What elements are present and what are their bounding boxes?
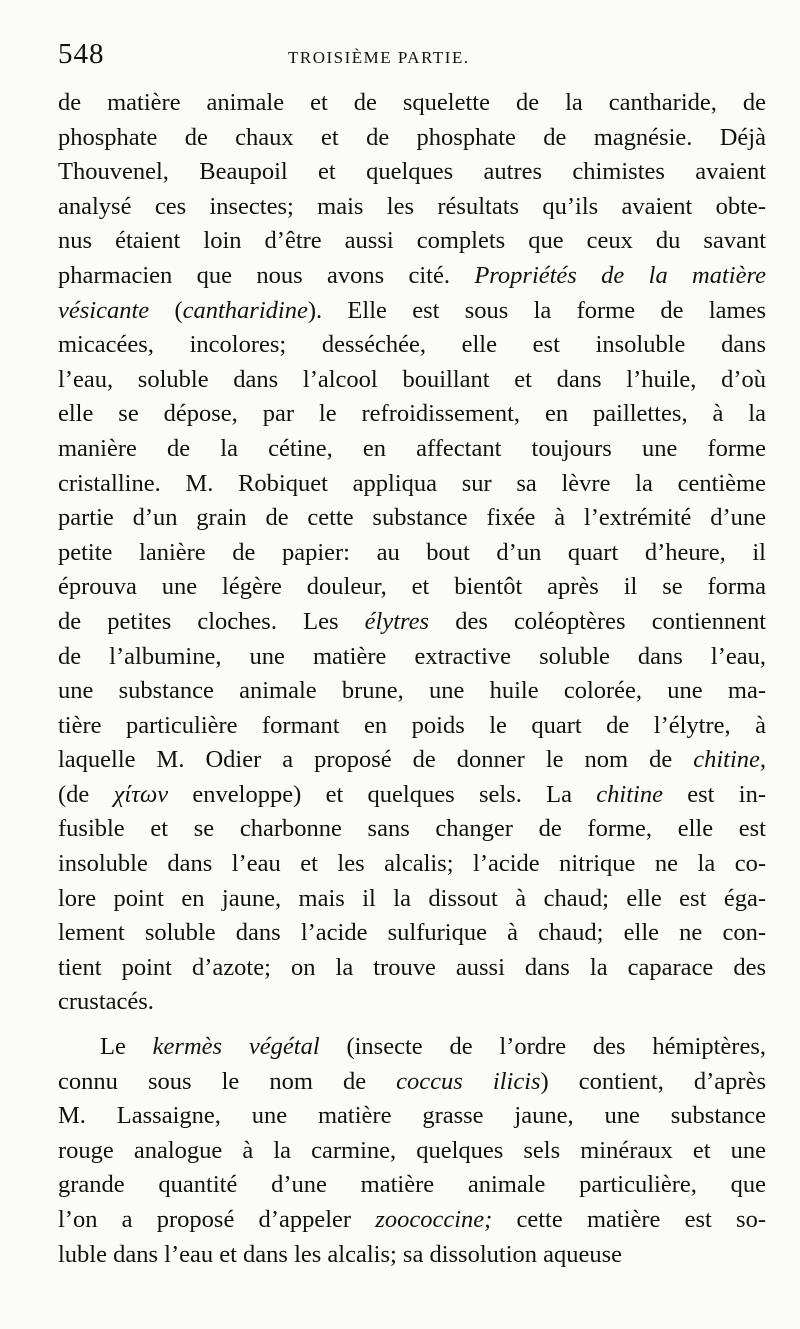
text-run: de l’albumine, une matière extractive soluble dans l’eau, xyxy=(58,642,766,670)
text-line xyxy=(58,190,766,225)
text-line xyxy=(58,328,766,363)
text-run: pharmacien que nous avons cité. xyxy=(58,261,475,289)
text-run: lore point en jaune, mais il la dissout à chaud; elle est éga- xyxy=(58,884,766,912)
text-run: lement soluble dans l’acide sulfurique à chaud; elle ne con- xyxy=(58,919,766,947)
paragraph-gap xyxy=(58,1020,766,1030)
text-run: enveloppe) et quelques sels. La xyxy=(168,780,597,808)
body-text xyxy=(58,86,766,1272)
italic-text: élytres xyxy=(364,607,430,635)
page-number: 548 xyxy=(58,38,105,70)
text-run: rouge analogue à la carmine, quelques sels minéraux et une xyxy=(58,1136,766,1164)
text-run: elle se dépose, par le refroidissement, en paillettes, à la xyxy=(58,400,766,428)
italic-text: cantharidine xyxy=(182,296,308,324)
text-line xyxy=(58,1238,766,1273)
text-run: laquelle M. Odier a proposé de donner le nom de xyxy=(58,746,694,774)
italic-text: chitine, xyxy=(693,746,766,774)
text-line xyxy=(58,121,766,156)
text-run: micacées, incolores; desséchée, elle est insoluble dans xyxy=(58,331,766,359)
text-line xyxy=(58,778,766,813)
text-line xyxy=(58,1203,766,1238)
text-line xyxy=(58,847,766,882)
text-run: des coléoptères contiennent xyxy=(429,607,766,635)
italic-text: χίτων xyxy=(113,780,169,808)
text-line xyxy=(58,155,766,190)
text-run: partie d’un grain de cette substance fixée à l’extrémité d’une xyxy=(58,504,766,532)
italic-text: chitine xyxy=(596,780,663,808)
text-line xyxy=(58,1168,766,1203)
italic-text: kermès végétal xyxy=(152,1033,320,1061)
text-run: connu sous le nom de xyxy=(58,1067,397,1095)
text-line xyxy=(58,570,766,605)
text-line xyxy=(58,467,766,502)
text-run: tière particulière formant en poids le quart de l’élytre, à xyxy=(58,711,766,739)
text-line xyxy=(58,1134,766,1169)
text-run: l’on a proposé d’appeler xyxy=(58,1206,376,1233)
text-line xyxy=(58,674,766,709)
text-run: insoluble dans l’eau et les alcalis; l’acide nitrique ne la co- xyxy=(58,850,766,878)
text-line xyxy=(58,224,766,259)
text-run: (de xyxy=(58,780,114,808)
text-line xyxy=(58,294,766,329)
text-line xyxy=(58,605,766,640)
text-line xyxy=(58,985,766,1020)
paragraph-kermes xyxy=(58,1030,766,1272)
text-line xyxy=(58,501,766,536)
text-line xyxy=(58,743,766,778)
text-line xyxy=(58,709,766,744)
text-run: cette matière est so- xyxy=(492,1206,766,1233)
text-line xyxy=(58,812,766,847)
text-run: M. Lassaigne, une matière grasse jaune, une substance xyxy=(58,1102,766,1130)
italic-text: coccus ilicis xyxy=(396,1067,541,1095)
text-line xyxy=(58,1099,766,1134)
text-line xyxy=(58,640,766,675)
running-title: TROISIÈME PARTIE. xyxy=(288,48,470,67)
text-run: (insecte de l’ordre des hémiptères, xyxy=(319,1033,766,1061)
text-run: luble dans l’eau et dans les alcalis; sa dissolution aqueuse xyxy=(58,1240,623,1268)
text-line xyxy=(58,1030,766,1065)
text-line xyxy=(58,432,766,467)
italic-text: vésicante xyxy=(58,296,150,324)
text-line xyxy=(58,951,766,986)
italic-text: zoococcine; xyxy=(375,1206,493,1233)
text-line xyxy=(58,363,766,398)
text-run: l’eau, soluble dans l’alcool bouillant et dans l’huile, d’où xyxy=(58,365,766,393)
page-header xyxy=(58,38,778,82)
text-line xyxy=(58,916,766,951)
text-run: nus étaient loin d’être aussi complets que ceux du savant xyxy=(58,227,766,255)
text-run: une substance animale brune, une huile colorée, une ma- xyxy=(58,677,766,705)
text-run: Le xyxy=(100,1033,153,1061)
text-run: grande quantité d’une matière animale particulière, que xyxy=(58,1171,766,1199)
text-run: tient point d’azote; on la trouve aussi dans la caparace des xyxy=(58,953,766,981)
text-run: petite lanière de papier: au bout d’un quart d’heure, il xyxy=(58,538,766,566)
text-run: ( xyxy=(149,296,183,324)
text-line xyxy=(58,1065,766,1100)
text-run: ). Elle est sous la forme de lames xyxy=(307,296,766,324)
text-run: fusible et se charbonne sans changer de forme, elle est xyxy=(58,815,766,843)
paragraph-cantharide xyxy=(58,86,766,1020)
text-run: manière de la cétine, en affectant toujours une forme xyxy=(58,434,766,462)
text-line xyxy=(58,397,766,432)
italic-text: Propriétés de la matière xyxy=(474,261,766,289)
text-run: ) contient, d’après xyxy=(540,1067,766,1095)
text-run: éprouva une légère douleur, et bientôt après il se forma xyxy=(58,573,766,601)
text-line xyxy=(58,882,766,917)
text-run: de petites cloches. Les xyxy=(58,607,365,635)
text-run: de matière animale et de squelette de la cantharide, de xyxy=(58,89,766,116)
text-line xyxy=(58,86,766,121)
text-run: cristalline. M. Robiquet appliqua sur sa lèvre la centième xyxy=(58,469,766,497)
text-run: analysé ces insectes; mais les résultats qu’ils avaient obte- xyxy=(58,192,766,220)
text-run: crustacés. xyxy=(58,988,154,1016)
text-line xyxy=(58,536,766,571)
text-line xyxy=(58,259,766,294)
text-run: Thouvenel, Beaupoil et quelques autres chimistes avaient xyxy=(58,158,766,186)
text-run: est in- xyxy=(662,780,766,808)
text-run: phosphate de chaux et de phosphate de magnésie. Déjà xyxy=(58,123,766,151)
